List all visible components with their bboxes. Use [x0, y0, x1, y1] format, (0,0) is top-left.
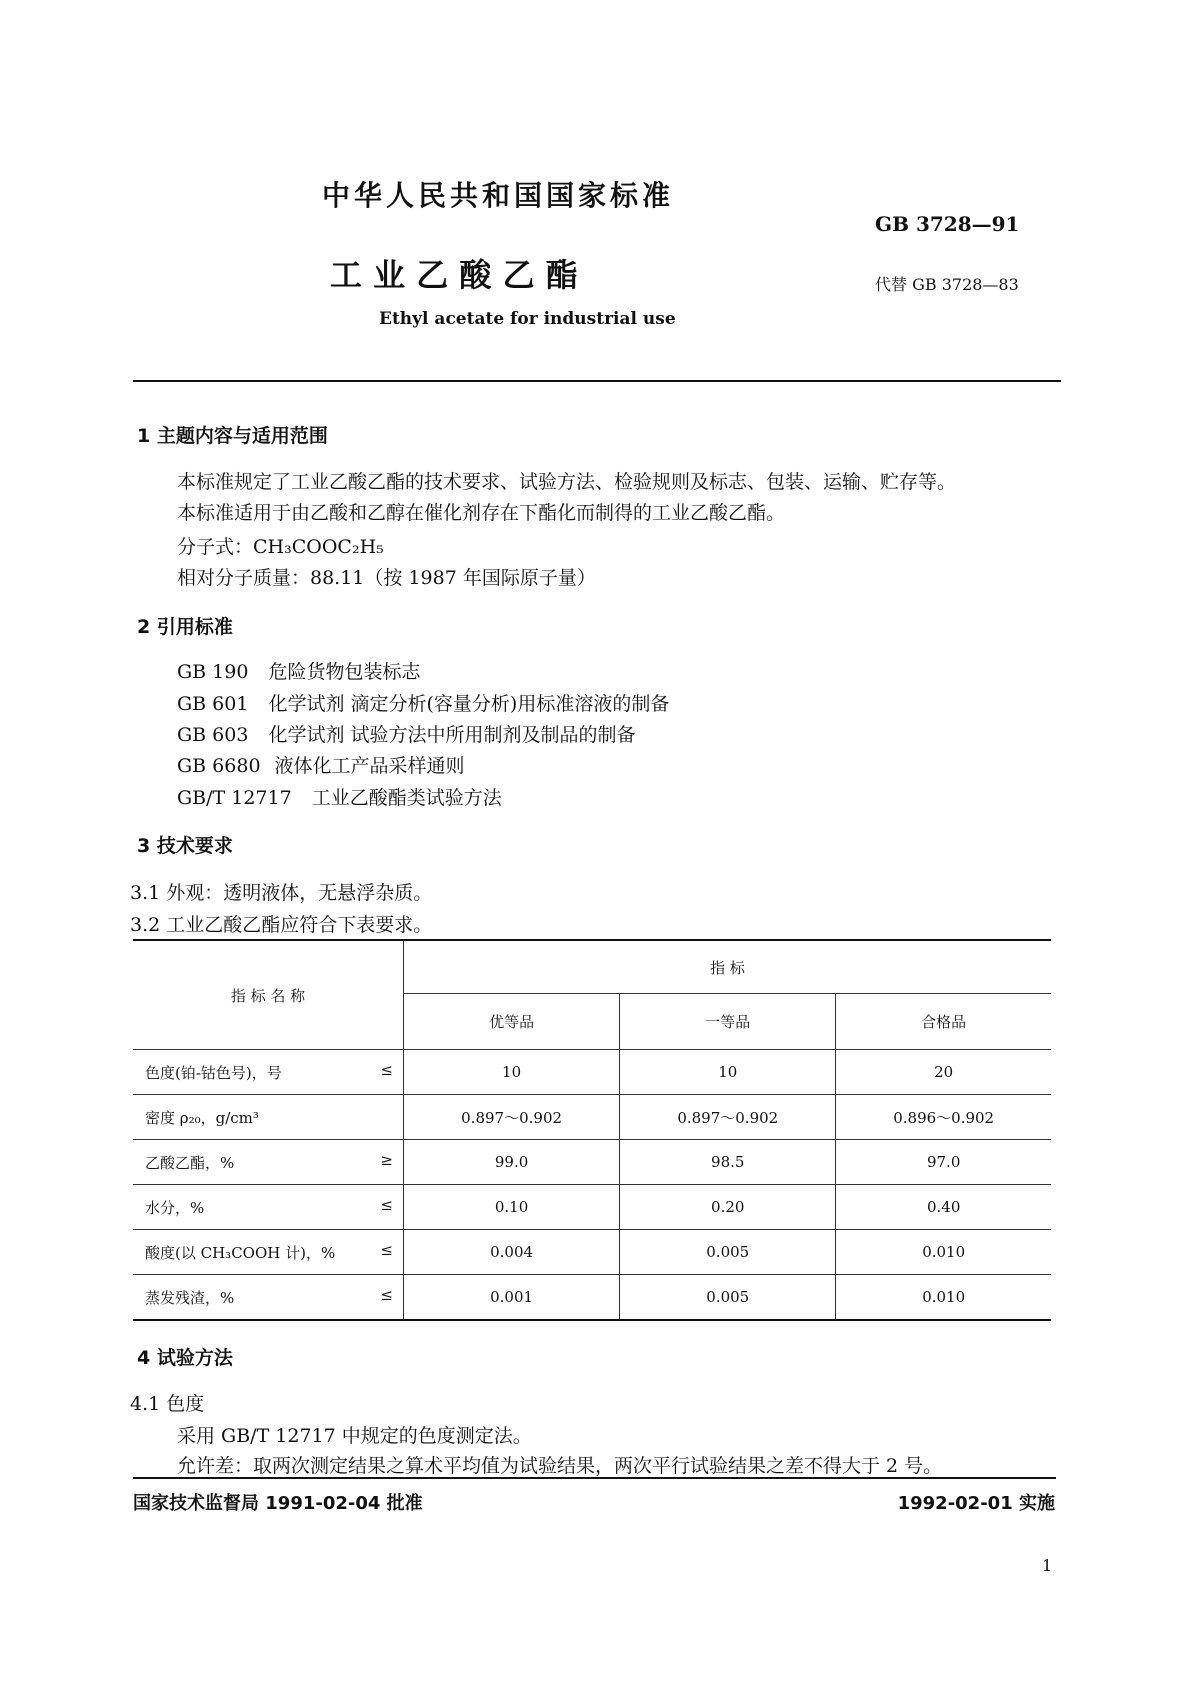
ref-code: GB/T 12717: [177, 787, 292, 809]
org-title: 中华人民共和国国家标准: [322, 179, 675, 212]
section-1-heading: 1 主题内容与适用范围: [137, 425, 328, 447]
ref-item: [177, 657, 420, 684]
approval-info: 国家技术监督局 1991-02-04 批准: [133, 1493, 423, 1514]
cell: 0.40: [836, 1185, 1051, 1230]
standard-code: GB 3728—91: [875, 212, 1020, 236]
header-rule: [133, 380, 1061, 382]
grade-header: 合格品: [836, 994, 1051, 1050]
cell: 20: [836, 1050, 1051, 1095]
paragraph: 采用 GB/T 12717 中规定的色度测定法。: [177, 1425, 532, 1447]
cell: 0.897～0.902: [404, 1095, 620, 1140]
table-row: [133, 1230, 1051, 1275]
comparison-symbol: ≤: [380, 1061, 393, 1079]
comparison-symbol: ≤: [380, 1286, 393, 1304]
cell: 97.0: [836, 1140, 1051, 1185]
table-row: [133, 1050, 1051, 1095]
ref-title: 危险货物包装标志: [268, 661, 421, 683]
table-row: [133, 1185, 1051, 1230]
row-name: 水分，%: [145, 1198, 205, 1217]
page-number: 1: [1042, 1556, 1053, 1575]
row-name: 蒸发残渣，%: [145, 1288, 235, 1307]
footer-rule: [133, 1477, 1056, 1479]
cell: 10: [404, 1050, 620, 1095]
ref-title: 化学试剂 滴定分析(容量分析)用标准溶液的制备: [268, 693, 670, 715]
section-2-heading: 2 引用标准: [137, 616, 233, 638]
table-row: [133, 1275, 1051, 1321]
section-3-heading: 3 技术要求: [137, 835, 233, 857]
clause-3-1: 3.1 外观：透明液体，无悬浮杂质。: [130, 882, 433, 904]
paragraph: 本标准规定了工业乙酸乙酯的技术要求、试验方法、检验规则及标志、包装、运输、贮存等。: [177, 471, 957, 493]
cell: 0.20: [620, 1185, 836, 1230]
cell: 0.010: [836, 1230, 1051, 1275]
paragraph: 允许差：取两次测定结果之算术平均值为试验结果，两次平行试验结果之差不得大于 2 号。: [177, 1455, 943, 1477]
table-row: [133, 1140, 1051, 1185]
section-4-heading: 4 试验方法: [137, 1347, 233, 1369]
cell: 0.10: [404, 1185, 620, 1230]
grade-header: 优等品: [404, 994, 620, 1050]
comparison-symbol: ≤: [380, 1241, 393, 1259]
cell: 0.010: [836, 1275, 1051, 1321]
row-name: 酸度(以 CH₃COOH 计)，%: [145, 1243, 336, 1262]
name-header: 指 标 名 称: [133, 940, 404, 1050]
group-header: 指 标: [404, 940, 1052, 994]
cell: 98.5: [620, 1140, 836, 1185]
grade-header: 一等品: [620, 994, 836, 1050]
ref-item: [177, 689, 669, 716]
ref-code: GB 6680: [177, 755, 261, 777]
ref-code: GB 601: [177, 693, 249, 715]
cell: 0.896～0.902: [836, 1095, 1051, 1140]
english-title: Ethyl acetate for industrial use: [379, 309, 676, 329]
clause-3-2: 3.2 工业乙酸乙酯应符合下表要求。: [130, 914, 433, 936]
comparison-symbol: ≥: [380, 1151, 393, 1169]
cell: 0.005: [620, 1230, 836, 1275]
ref-item: [177, 783, 502, 810]
ref-title: 液体化工产品采样通则: [274, 755, 465, 777]
cell: 0.001: [404, 1275, 620, 1321]
ref-title: 工业乙酸酯类试验方法: [311, 787, 502, 809]
cell: 0.005: [620, 1275, 836, 1321]
requirements-table: [133, 939, 1051, 1321]
ref-item: [177, 720, 636, 747]
cell: 0.897～0.902: [620, 1095, 836, 1140]
replaces-code: 代替 GB 3728—83: [875, 275, 1019, 294]
cell: 99.0: [404, 1140, 620, 1185]
cell: 0.004: [404, 1230, 620, 1275]
comparison-symbol: ≤: [380, 1196, 393, 1214]
formula: 分子式：CH₃COOC₂H₅: [177, 536, 384, 558]
cell: 10: [620, 1050, 836, 1095]
clause-4-1: 4.1 色度: [130, 1393, 205, 1415]
molecular-mass: 相对分子质量：88.11（按 1987 年国际原子量）: [177, 567, 596, 589]
ref-title: 化学试剂 试验方法中所用制剂及制品的制备: [268, 724, 636, 746]
table-row: [133, 1095, 1051, 1140]
ref-code: GB 603: [177, 724, 249, 746]
row-name: 乙酸乙酯，%: [145, 1153, 235, 1172]
row-name: 密度 ρ₂₀，g/cm³: [145, 1108, 259, 1127]
document-title: 工 业 乙 酸 乙 酯: [330, 256, 578, 294]
ref-code: GB 190: [177, 661, 249, 683]
row-name: 色度(铂-钴色号)，号: [145, 1063, 282, 1082]
ref-item: [177, 751, 465, 778]
paragraph: 本标准适用于由乙酸和乙醇在催化剂存在下酯化而制得的工业乙酸乙酯。: [177, 502, 786, 524]
effective-date: 1992-02-01 实施: [897, 1493, 1055, 1514]
